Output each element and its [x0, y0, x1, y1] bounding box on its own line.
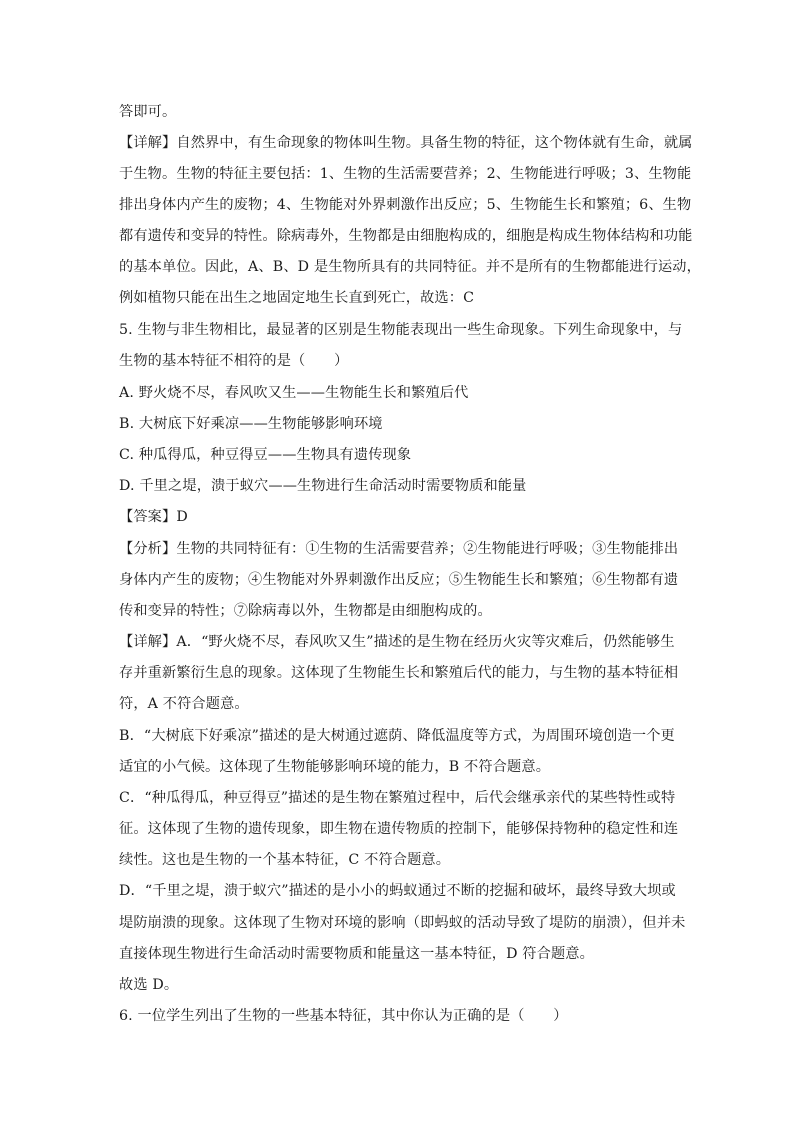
- explanation-text: 符，A 不符合题意。: [119, 696, 249, 712]
- explanation-text: C．“种瓜得瓜，种豆得豆”描述的是生物在繁殖过程中，后代会继承亲代的某些特性或特: [119, 790, 676, 806]
- explanation-text: 【详解】A．“野火烧不尽，春风吹又生”描述的是生物在经历火灾等灾难后，仍然能够生: [119, 634, 675, 650]
- text-line: 排出身体内产生的废物；4、生物能对外界刺激作出反应；5、生物能生长和繁殖；6、生物: [119, 197, 692, 213]
- analysis-text: 传和变异的特性；⑦除病毒以外，生物都是由细胞构成的。: [119, 603, 492, 619]
- analysis-text: 身体内产生的废物；④生物能对外界刺激作出反应；⑤生物能生长和繁殖；⑥生物都有遗: [119, 572, 679, 588]
- answer-line: 【答案】D: [119, 509, 188, 525]
- explanation-text: D．“千里之堤，溃于蚁穴”描述的是小小的蚂蚁通过不断的挖掘和破坏，最终导致大坝或: [119, 883, 676, 899]
- explanation-text: 适宜的小气候。这体现了生物能够影响环境的能力，B 不符合题意。: [119, 759, 551, 775]
- analysis-text: 【分析】生物的共同特征有：①生物的生活需要营养；②生物能进行呼吸；③生物能排出: [119, 541, 679, 557]
- explanation-text: 征。这体现了生物的遗传现象，即生物在遗传物质的控制下，能够保持物种的稳定性和连: [119, 821, 679, 837]
- explanation-text: 存并重新繁衍生息的现象。这体现了生物能生长和繁殖后代的能力，与生物的基本特征相: [119, 665, 679, 681]
- text-line: 都有遗传和变异的特性。除病毒外，生物都是由细胞构成的，细胞是构成生物体结构和功能: [119, 228, 693, 244]
- option-c: C. 种瓜得瓜，种豆得豆——生物具有遗传现象: [119, 447, 412, 463]
- question-5-stem: 生物的基本特征不相符的是（ ）: [119, 353, 349, 369]
- explanation-text: 堤防崩溃的现象。这体现了生物对环境的影响（即蚂蚁的活动导致了堤防的崩溃），但并未: [119, 915, 686, 931]
- question-5-stem: 5. 生物与非生物相比，最显著的区别是生物能表现出一些生命现象。下列生命现象中，与: [119, 322, 683, 338]
- text-line: 例如植物只能在出生之地固定地生长直到死亡，故选：C: [119, 290, 475, 306]
- option-a: A. 野火烧不尽，春风吹又生——生物能生长和繁殖后代: [119, 385, 469, 401]
- text-line: 的基本单位。因此，A、B、D 是生物所具有的共同特征。并不是所有的生物都能进行运动，: [119, 259, 701, 275]
- explanation-text: 直接体现生物进行生命活动时需要物质和能量这一基本特征，D 符合题意。: [119, 946, 594, 962]
- conclusion-line: 故选 D。: [119, 977, 179, 993]
- explanation-text: 续性。这也是生物的一个基本特征，C 不符合题意。: [119, 852, 451, 868]
- text-line: 答即可。: [119, 104, 177, 120]
- option-d: D. 千里之堤，溃于蚁穴——生物进行生命活动时需要物质和能量: [119, 478, 527, 494]
- explanation-text: B．“大树底下好乘凉”描述的是大树通过遮荫、降低温度等方式，为周围环境创造一个更: [119, 728, 675, 744]
- question-6-stem: 6. 一位学生列出了生物的一些基本特征，其中你认为正确的是（ ）: [119, 1008, 568, 1024]
- text-line: 【详解】自然界中，有生命现象的物体叫生物。具备生物的特征，这个物体就有生命，就属: [119, 135, 693, 151]
- option-b: B. 大树底下好乘凉——生物能够影响环境: [119, 416, 383, 432]
- text-line: 于生物。生物的特征主要包括：1、生物的生活需要营养；2、生物能进行呼吸；3、生物能: [119, 166, 692, 182]
